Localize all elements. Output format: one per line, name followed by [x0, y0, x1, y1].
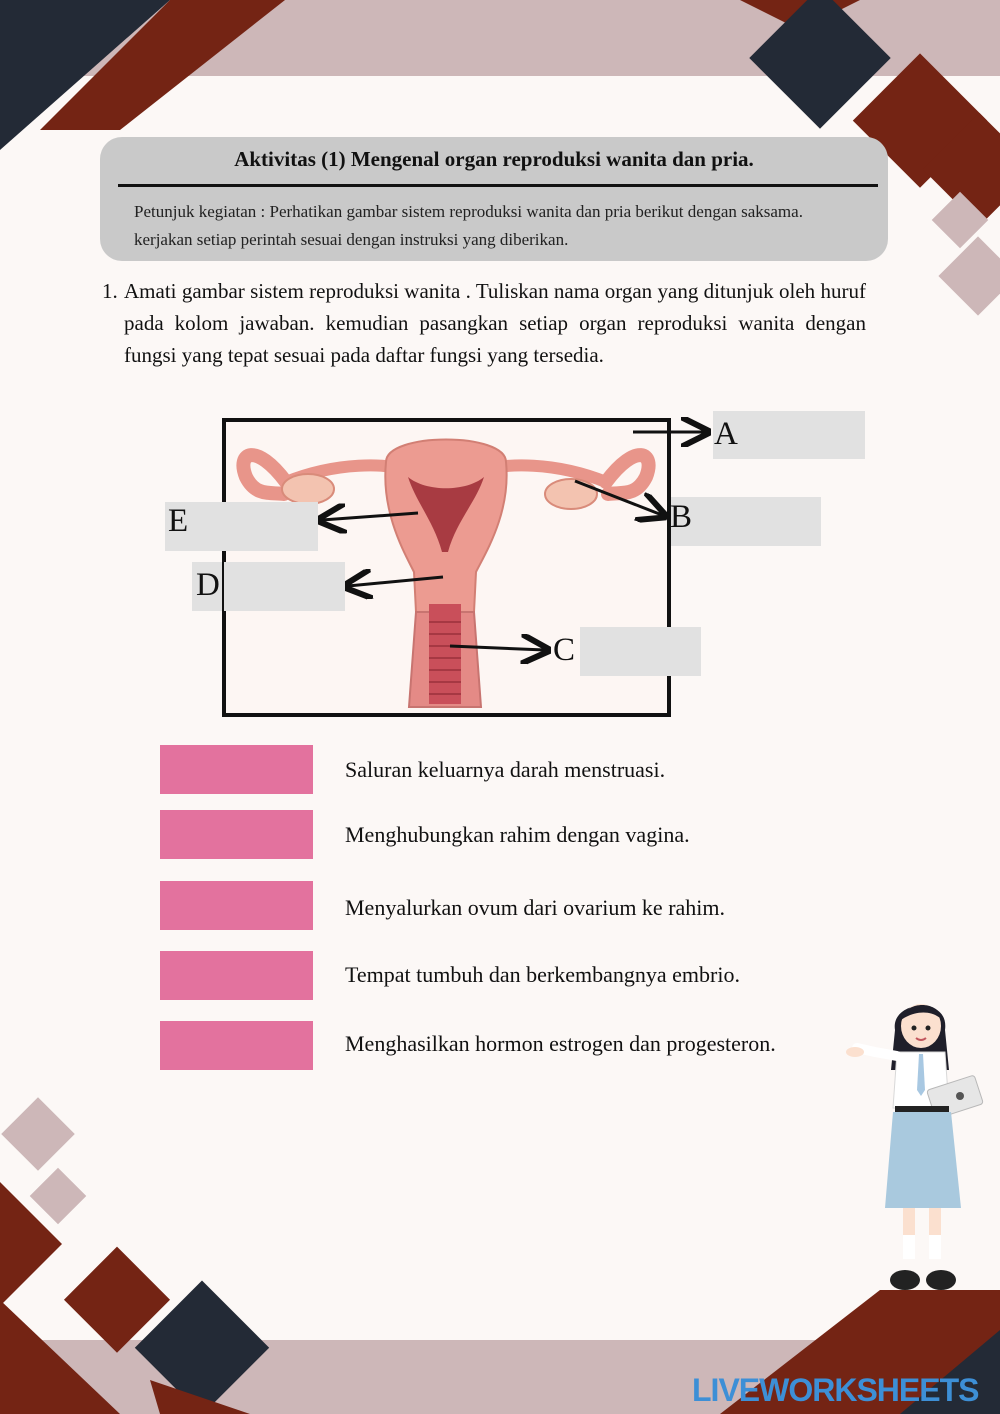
question-number: 1.: [102, 279, 118, 303]
label-b: B: [670, 499, 693, 535]
answer-input-d[interactable]: [224, 562, 345, 611]
answer-input-b[interactable]: [696, 497, 821, 546]
activity-instructions: Petunjuk kegiatan : Perhatikan gambar sistem reproduksi wanita dan pria berikut dengan saksama. kerjakan setiap perintah sesuai dengan instruksi yang diberikan.: [134, 202, 803, 249]
liveworksheets-logo: LIVEWORKSHEETS: [692, 1372, 979, 1408]
answer-input-a[interactable]: [742, 411, 865, 459]
match-box-4[interactable]: [160, 951, 313, 1000]
function-text-2: Menghubungkan rahim dengan vagina.: [345, 822, 690, 847]
question-text: Amati gambar sistem reproduksi wanita . Tuliskan nama organ yang ditunjuk oleh huruf pada kolom jawaban. kemudian pasangkan setiap organ reproduksi wanita dengan fungsi yang tepat sesuai pada daftar fungsi yang tersedia.: [124, 279, 866, 367]
match-box-3[interactable]: [160, 881, 313, 930]
function-text-5: Menghasilkan hormon estrogen dan progesteron.: [345, 1031, 776, 1056]
match-box-1[interactable]: [160, 745, 313, 794]
answer-input-e[interactable]: [194, 502, 318, 551]
match-box-5[interactable]: [160, 1021, 313, 1070]
student-illustration: [845, 990, 985, 1300]
function-text-4: Tempat tumbuh dan berkembangnya embrio.: [345, 962, 740, 987]
label-d: D: [196, 567, 220, 603]
function-text-3: Menyalurkan ovum dari ovarium ke rahim.: [345, 895, 726, 920]
function-text-1: Saluran keluarnya darah menstruasi.: [345, 757, 666, 782]
answer-input-c[interactable]: [580, 627, 701, 676]
arrow-b: [575, 481, 662, 515]
activity-title: Aktivitas (1) Mengenal organ reproduksi wanita dan pria.: [234, 147, 754, 171]
arrow-d: [348, 577, 443, 586]
arrow-c: [450, 646, 545, 650]
label-c: C: [553, 632, 576, 668]
label-e: E: [168, 503, 189, 539]
arrow-e: [322, 513, 418, 520]
match-box-2[interactable]: [160, 810, 313, 859]
label-a: A: [714, 416, 738, 452]
